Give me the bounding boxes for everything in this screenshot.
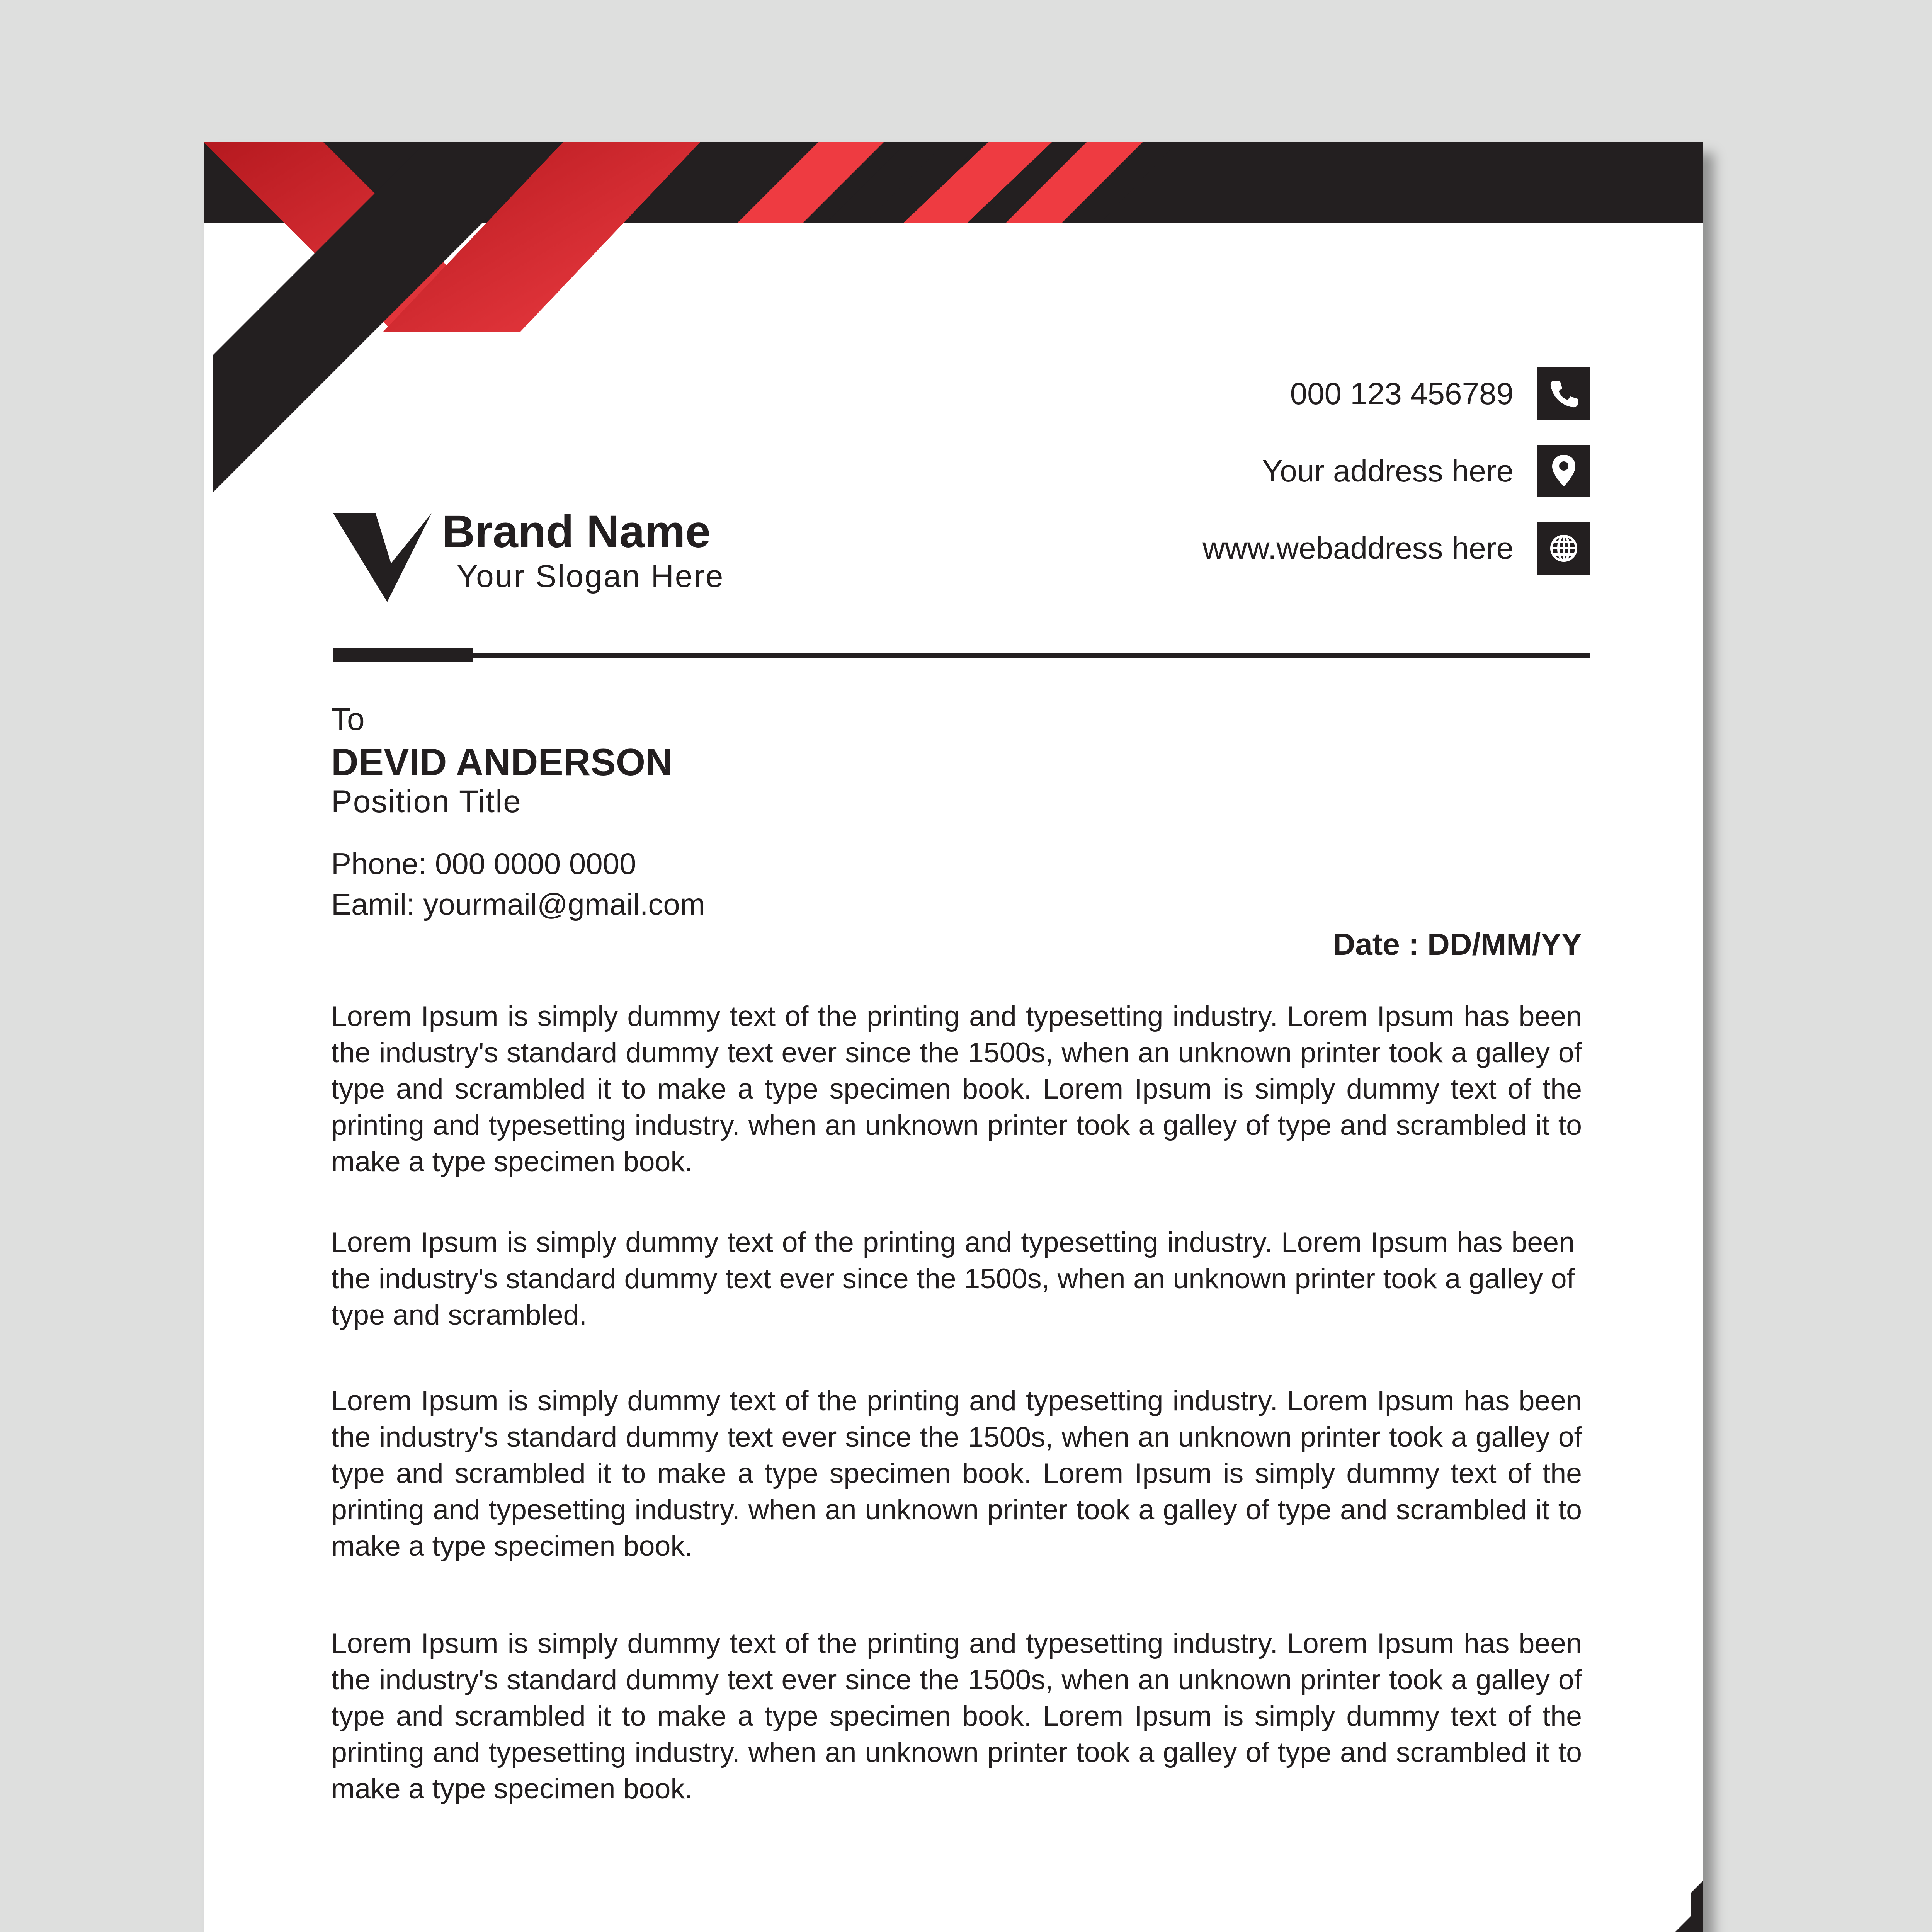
header-divider-thick: [333, 648, 473, 662]
body-paragraph-4: Lorem Ipsum is simply dummy text of the printing and typesetting industry. Lorem Ipsum has been the industry's standard dummy text ever since the 1500s, when an unknown printer took a galley of type and scrambled it to make a type specimen book. Lorem Ipsum is simply dummy text of the printing and typesetting industry. when an unknown printer took a galley of type and scrambled it to make a type specimen book.: [331, 1627, 1582, 1804]
bottom-dark-diagonal: [1344, 1914, 1693, 1932]
header-divider-thin: [473, 653, 1590, 658]
recipient-name: DEVID ANDERSON: [331, 741, 673, 783]
letterhead-page: [204, 142, 1703, 1932]
contact-web-text: www.webaddress here: [1202, 531, 1514, 565]
body-paragraph-2: Lorem Ipsum is simply dummy text of the printing and typesetting industry. Lorem Ipsum has been the industry's standard dummy text ever since the 1500s, when an unknown printer took a galley of type and scrambled.: [331, 1226, 1575, 1331]
globe-icon: [1537, 522, 1590, 575]
recipient-position: Position Title: [331, 784, 522, 819]
recipient-phone: Phone: 000 0000 0000: [331, 847, 636, 881]
location-pin-icon: [1537, 445, 1590, 497]
letter-date: Date : DD/MM/YY: [1333, 927, 1582, 961]
recipient-email: Eamil: yourmail@gmail.com: [331, 887, 705, 921]
contact-phone-text: 000 123 456789: [1290, 376, 1514, 411]
phone-icon: [1537, 367, 1590, 420]
contact-address-text: Your address here: [1262, 454, 1514, 488]
bottom-right-edge: [1691, 1881, 1703, 1932]
recipient-to-label: To: [331, 702, 365, 737]
brand-name: Brand Name: [442, 506, 711, 557]
body-paragraph-1: Lorem Ipsum is simply dummy text of the printing and typesetting industry. Lorem Ipsum has been the industry's standard dummy text ever since the 1500s, when an unknown printer took a galley of type and scrambled it to make a type specimen book. Lorem Ipsum is simply dummy text of the printing and typesetting industry. when an unknown printer took a galley of type and scrambled it to make a type specimen book.: [331, 1000, 1582, 1177]
body-paragraph-3: Lorem Ipsum is simply dummy text of the printing and typesetting industry. Lorem Ipsum has been the industry's standard dummy text ever since the 1500s, when an unknown printer took a galley of type and scrambled it to make a type specimen book. Lorem Ipsum is simply dummy text of the printing and typesetting industry. when an unknown printer took a galley of type and scrambled it to make a type specimen book.: [331, 1384, 1582, 1562]
brand-slogan: Your Slogan Here: [457, 559, 724, 594]
v-logo-icon: [333, 513, 434, 602]
